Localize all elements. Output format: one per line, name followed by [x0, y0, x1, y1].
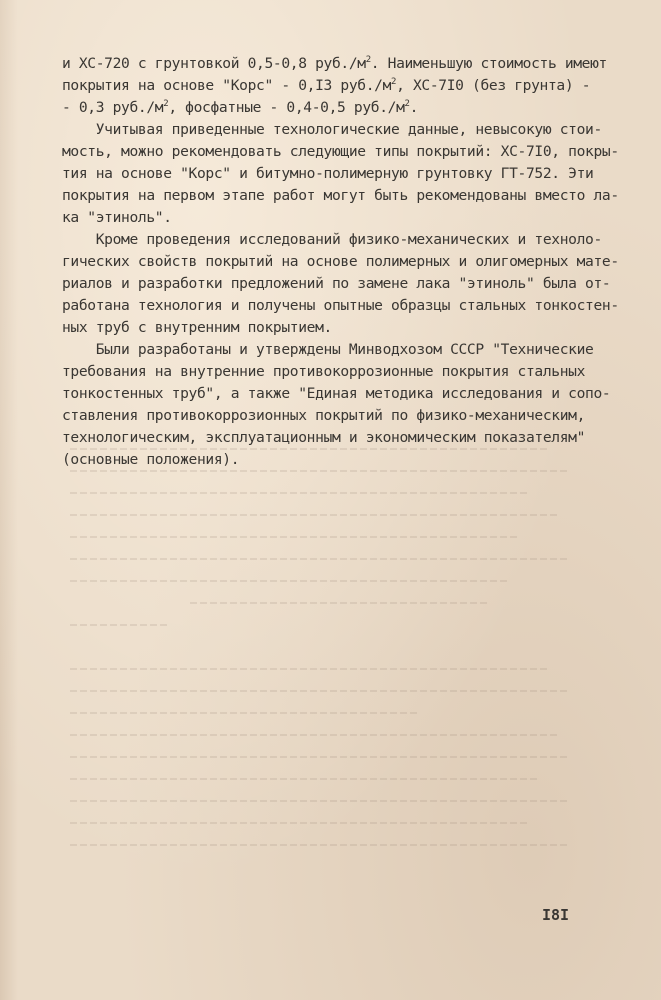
text-line: покрытия на основе "Корс" - 0,I3 $руб./м^2$, ХС-7I0 (без грунта) -	[62, 77, 591, 94]
bleed-through-background	[70, 448, 570, 866]
text-line: ных труб с внутренним покрытием.	[62, 319, 332, 336]
body-text	[62, 53, 619, 471]
text-line: мость, можно рекомендовать следующие типы покрытий: ХС-7I0, покры-	[62, 143, 619, 160]
page-number: I8I	[542, 906, 570, 924]
text-line: Учитывая приведенные технологические данные, невысокую стои-	[62, 121, 602, 138]
text-line: тия на основе "Корс" и битумно-полимерную грунтовку ГТ-752. Эти	[62, 165, 594, 182]
text-line: риалов и разработки предложений по замене лака "этиноль" была от-	[62, 275, 611, 292]
text-line: работана технология и получены опытные образцы стальных тонкостен-	[62, 297, 619, 314]
text-line: ка "этиноль".	[62, 209, 172, 226]
text-line: покрытия на первом этапе работ могут быть рекомендованы вместо ла-	[62, 187, 619, 204]
text-line: (основные положения).	[62, 451, 240, 468]
text-line: требования на внутренние противокоррозионные покрытия стальных	[62, 363, 586, 380]
text-line: Кроме проведения исследований физико-механических и техноло-	[62, 231, 602, 248]
text-line: - 0,3 $руб./м^2$, фосфатные - 0,4-0,5 $руб./м^2$.	[62, 99, 419, 116]
text-line: технологическим, эксплуатационным и экономическим показателям"	[62, 429, 586, 446]
text-line: тонкостенных труб", а также "Единая методика исследования и сопо-	[62, 385, 611, 402]
text-line: и ХС-720 с грунтовкой 0,5-0,8 $руб./м^2$. Наименьшую стоимость имеют	[62, 55, 607, 72]
text-line: Были разработаны и утверждены Минводхозом СССР "Технические	[62, 341, 594, 358]
text-line: ставления противокоррозионных покрытий по физико-механическим,	[62, 407, 586, 424]
text-line: гических свойств покрытий на основе полимерных и олигомерных мате-	[62, 253, 619, 270]
